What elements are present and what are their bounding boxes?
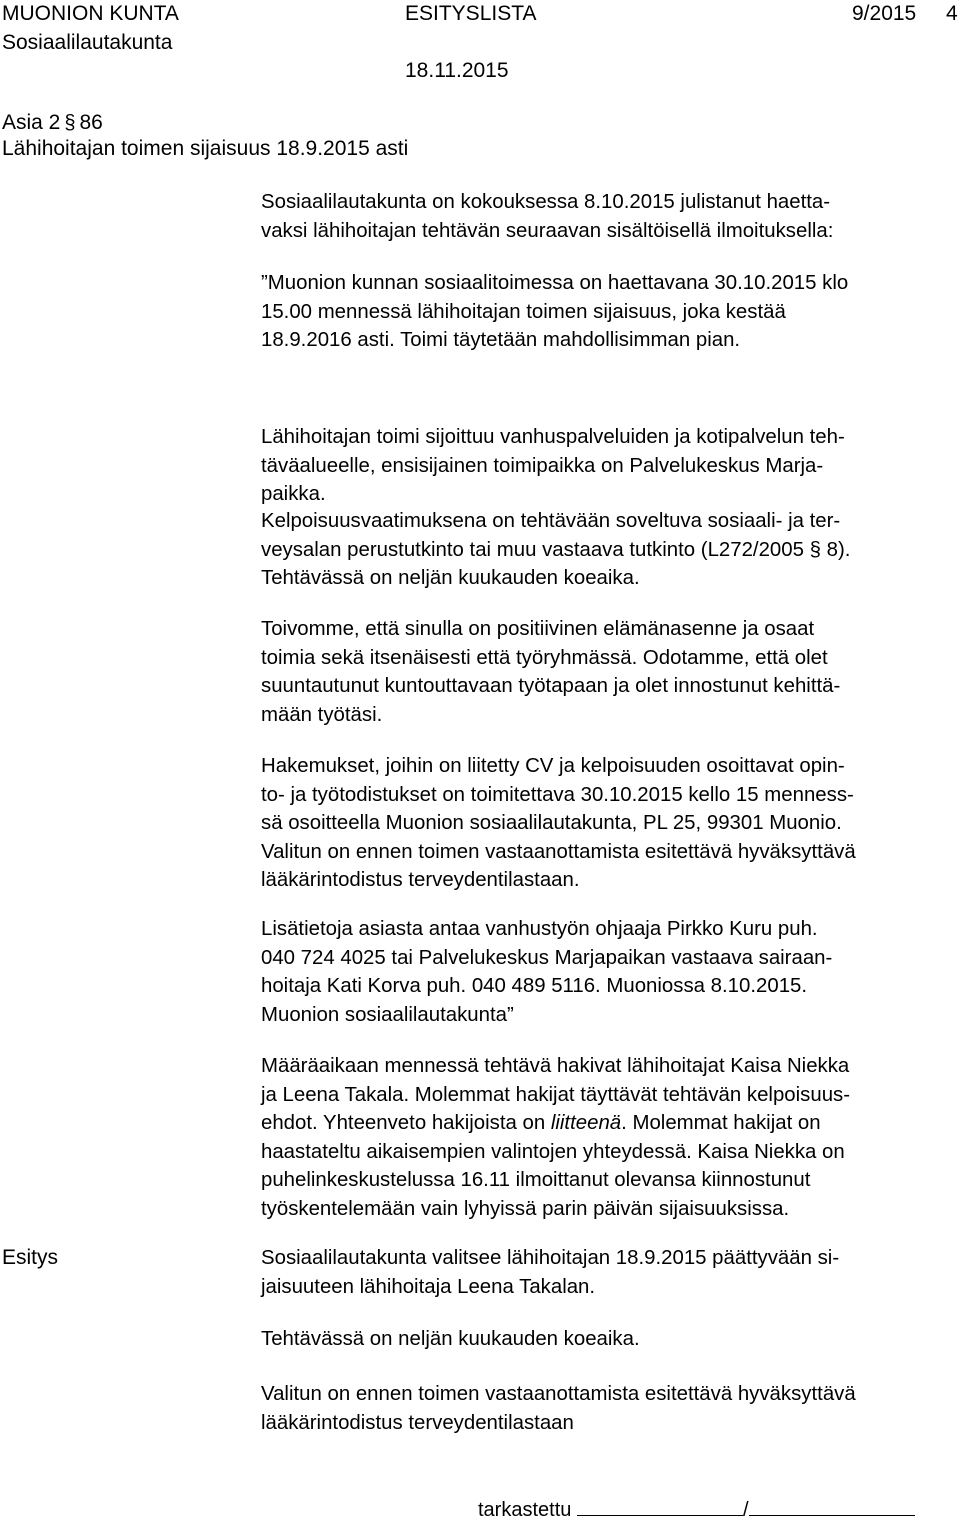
paragraph-line: Sosiaalilautakunta on kokouksessa 8.10.2015 julistanut haetta-	[261, 191, 831, 213]
paragraph-line: Lisätietoja asiasta antaa vanhustyön ohjaaja Pirkko Kuru puh.	[261, 918, 818, 940]
paragraph-line: hoitaja Kati Korva puh. 040 489 5116. Muoniossa 8.10.2015.	[261, 975, 808, 998]
paragraph-expectations	[261, 615, 960, 729]
paragraph-line: ”Muonion kunnan sosiaalitoimessa on haettavana 30.10.2015 klo	[261, 272, 849, 294]
paragraph-line: puhelinkeskustelussa 16.11 ilmoittanut olevansa kiinnostunut	[261, 1169, 811, 1192]
item-label: Asia 2	[2, 111, 61, 134]
paragraph-line: mään työtäsi.	[261, 703, 383, 726]
organization-name: MUONION KUNTA	[2, 2, 179, 25]
review-signature-blank	[577, 1497, 743, 1516]
paragraph-line: Muonion sosiaalilautakunta”	[261, 1003, 514, 1026]
paragraph-line: Valitun on ennen toimen vastaanottamista esitettävä hyväksyttävä	[261, 1383, 856, 1405]
paragraph-proposal-trial-period	[261, 1325, 960, 1354]
paragraph-line: Tehtävässä on neljän kuukauden koeaika.	[261, 567, 640, 590]
paragraph-line: to- ja työtodistukset on toimitettava 30.10.2015 kello 15 menness-	[261, 783, 854, 806]
paragraph-line: lääkärintodistus terveydentilastaan	[261, 1411, 574, 1434]
paragraph-line: toimia sekä itsenäisesti että työryhmässä. Odotamme, että olet	[261, 646, 828, 669]
board-name: Sosiaalilautakunta	[2, 31, 173, 54]
paragraph-line: haastateltu aikaisempien valintojen yhteydessä. Kaisa Niekka on	[261, 1140, 845, 1163]
paragraph-line: Tehtävässä on neljän kuukauden koeaika.	[261, 1328, 640, 1350]
section-symbol: §	[64, 112, 76, 134]
paragraph-qualifications	[261, 507, 960, 593]
paragraph-line: Kelpoisuusvaatimuksena on tehtävään soveltuva sosiaali- ja ter-	[261, 510, 841, 532]
paragraph-line: lääkärintodistus terveydentilastaan.	[261, 869, 580, 892]
paragraph-line: ja Leena Takala. Molemmat hakijat täyttävät tehtävän kelpoisuus-	[261, 1083, 851, 1106]
paragraph-line: työskentelemään vain lyhyissä parin päivän sijaisuuksissa.	[261, 1197, 790, 1220]
paragraph-line: 15.00 mennessä lähihoitajan toimen sijaisuus, joka kestää	[261, 300, 786, 323]
paragraph-applications	[261, 752, 960, 895]
review-date-blank	[749, 1497, 915, 1516]
paragraph-line: vaksi lähihoitajan tehtävän seuraavan sisältöisellä ilmoituksella:	[261, 219, 834, 242]
paragraph-line: paikka.	[261, 483, 326, 506]
paragraph-line: Valitun on ennen toimen vastaanottamista esitettävä hyväksyttävä	[261, 840, 856, 863]
paragraph-line: jaisuuteen lähihoitaja Leena Takalan.	[261, 1275, 596, 1298]
paragraph-contact-info	[261, 915, 960, 1029]
paragraph-applicants	[261, 1052, 960, 1224]
paragraph-line: Määräaikaan mennessä tehtävä hakivat lähihoitajat Kaisa Niekka	[261, 1055, 850, 1077]
review-label: tarkastettu	[478, 1499, 572, 1521]
attachment-reference: liitteenä	[550, 1112, 622, 1135]
review-separator: /	[742, 1499, 749, 1521]
paragraph-line: Lähihoitajan toimi sijoittuu vanhuspalveluiden ja kotipalvelun teh-	[261, 426, 845, 448]
paragraph-proposal-decision	[261, 1244, 960, 1301]
item-title: Lähihoitajan toimen sijaisuus 18.9.2015 asti	[2, 137, 409, 160]
text-fragment: . Molemmat hakijat on	[621, 1112, 821, 1135]
paragraph-line: veysalan perustutkinto tai muu vastaava tutkinto (L272/2005 § 8).	[261, 538, 851, 561]
section-number: 86	[79, 111, 103, 134]
text-fragment: ehdot. Yhteenveto hakijoista on	[261, 1112, 551, 1135]
paragraph-line: Sosiaalilautakunta valitsee lähihoitajan 18.9.2015 päättyvään si-	[261, 1247, 840, 1269]
paragraph-line: 18.9.2016 asti. Toimi täytetään mahdollisimman pian.	[261, 329, 741, 352]
meeting-date: 18.11.2015	[405, 59, 509, 82]
document-type: ESITYSLISTA	[405, 2, 537, 25]
paragraph-line: 040 724 4025 tai Palvelukeskus Marjapaikan vastaava sairaan-	[261, 946, 833, 969]
paragraph-announcement-intro	[261, 188, 960, 245]
paragraph-workplace	[261, 423, 960, 509]
paragraph-line: Hakemukset, joihin on liitetty CV ja kelpoisuuden osoittavat opin-	[261, 755, 845, 777]
page-number: 4	[946, 2, 958, 25]
paragraph-line: suuntautunut kuntouttavaan työtapaan ja olet innostunut kehittä-	[261, 675, 841, 698]
review-footer	[478, 1497, 915, 1522]
document-number: 9/2015	[852, 2, 917, 25]
proposal-label: Esitys	[2, 1246, 59, 1269]
paragraph-line: täväalueelle, ensisijainen toimipaikka on Palvelukeskus Marja-	[261, 454, 824, 477]
paragraph-proposal-health-certificate	[261, 1380, 960, 1437]
paragraph-line: sä osoitteella Muonion sosiaalilautakunta, PL 25, 99301 Muonio.	[261, 812, 842, 835]
paragraph-line	[261, 1109, 960, 1138]
paragraph-announcement-quote	[261, 269, 960, 355]
paragraph-line: Toivomme, että sinulla on positiivinen elämänasenne ja osaat	[261, 618, 815, 640]
